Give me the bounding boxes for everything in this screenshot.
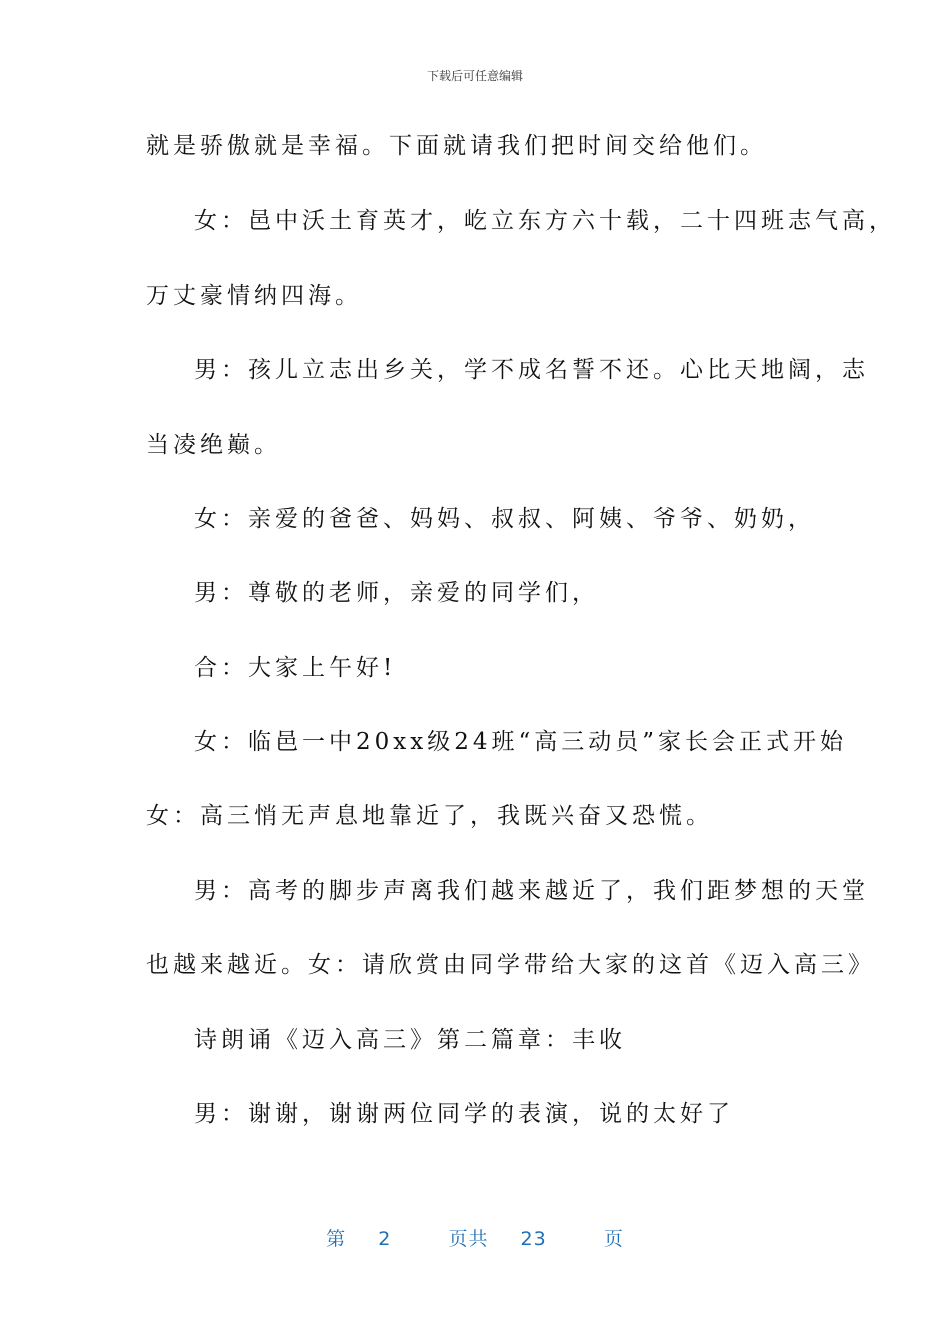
text-line: 女：邑中沃土育英才，屹立东方六十载，二十四班志气高， — [194, 208, 896, 234]
text-line: 万丈豪情纳四海。 — [146, 283, 362, 309]
page-footer — [0, 1224, 950, 1251]
text-line: 男：谢谢，谢谢两位同学的表演，说的太好了 — [194, 1101, 734, 1127]
text-line: 女：高三悄无声息地靠近了，我既兴奋又恐慌。 — [146, 803, 713, 829]
current-page-number: 2 — [378, 1228, 392, 1250]
text-line: 当凌绝巅。 — [146, 432, 281, 458]
text-line: 也越来越近。女：请欣赏由同学带给大家的这首《迈入高三》 — [146, 952, 875, 978]
text-line: 诗朗诵《迈入高三》第二篇章：丰收 — [194, 1027, 626, 1053]
text-line: 男：高考的脚步声离我们越来越近了，我们距梦想的天堂 — [194, 878, 869, 904]
text-line: 合：大家上午好! — [194, 655, 397, 681]
text-line: 就是骄傲就是幸福。下面就请我们把时间交给他们。 — [146, 133, 767, 159]
footer-prefix: 第 — [326, 1228, 347, 1250]
footer-suffix: 页 — [603, 1228, 624, 1250]
footer-middle: 页共 — [448, 1228, 489, 1250]
header-note: 下载后可任意编辑 — [426, 69, 523, 83]
text-line: 女：亲爱的爸爸、妈妈、叔叔、阿姨、爷爷、奶奶， — [194, 506, 815, 532]
text-line: 男：尊敬的老师，亲爱的同学们， — [194, 580, 599, 606]
total-pages-number: 23 — [520, 1228, 547, 1250]
text-line: 男：孩儿立志出乡关，学不成名誓不还。心比天地阔，志 — [194, 357, 869, 383]
text-line: 女：临邑一中20xx级24班“高三动员”家长会正式开始 — [194, 729, 847, 755]
